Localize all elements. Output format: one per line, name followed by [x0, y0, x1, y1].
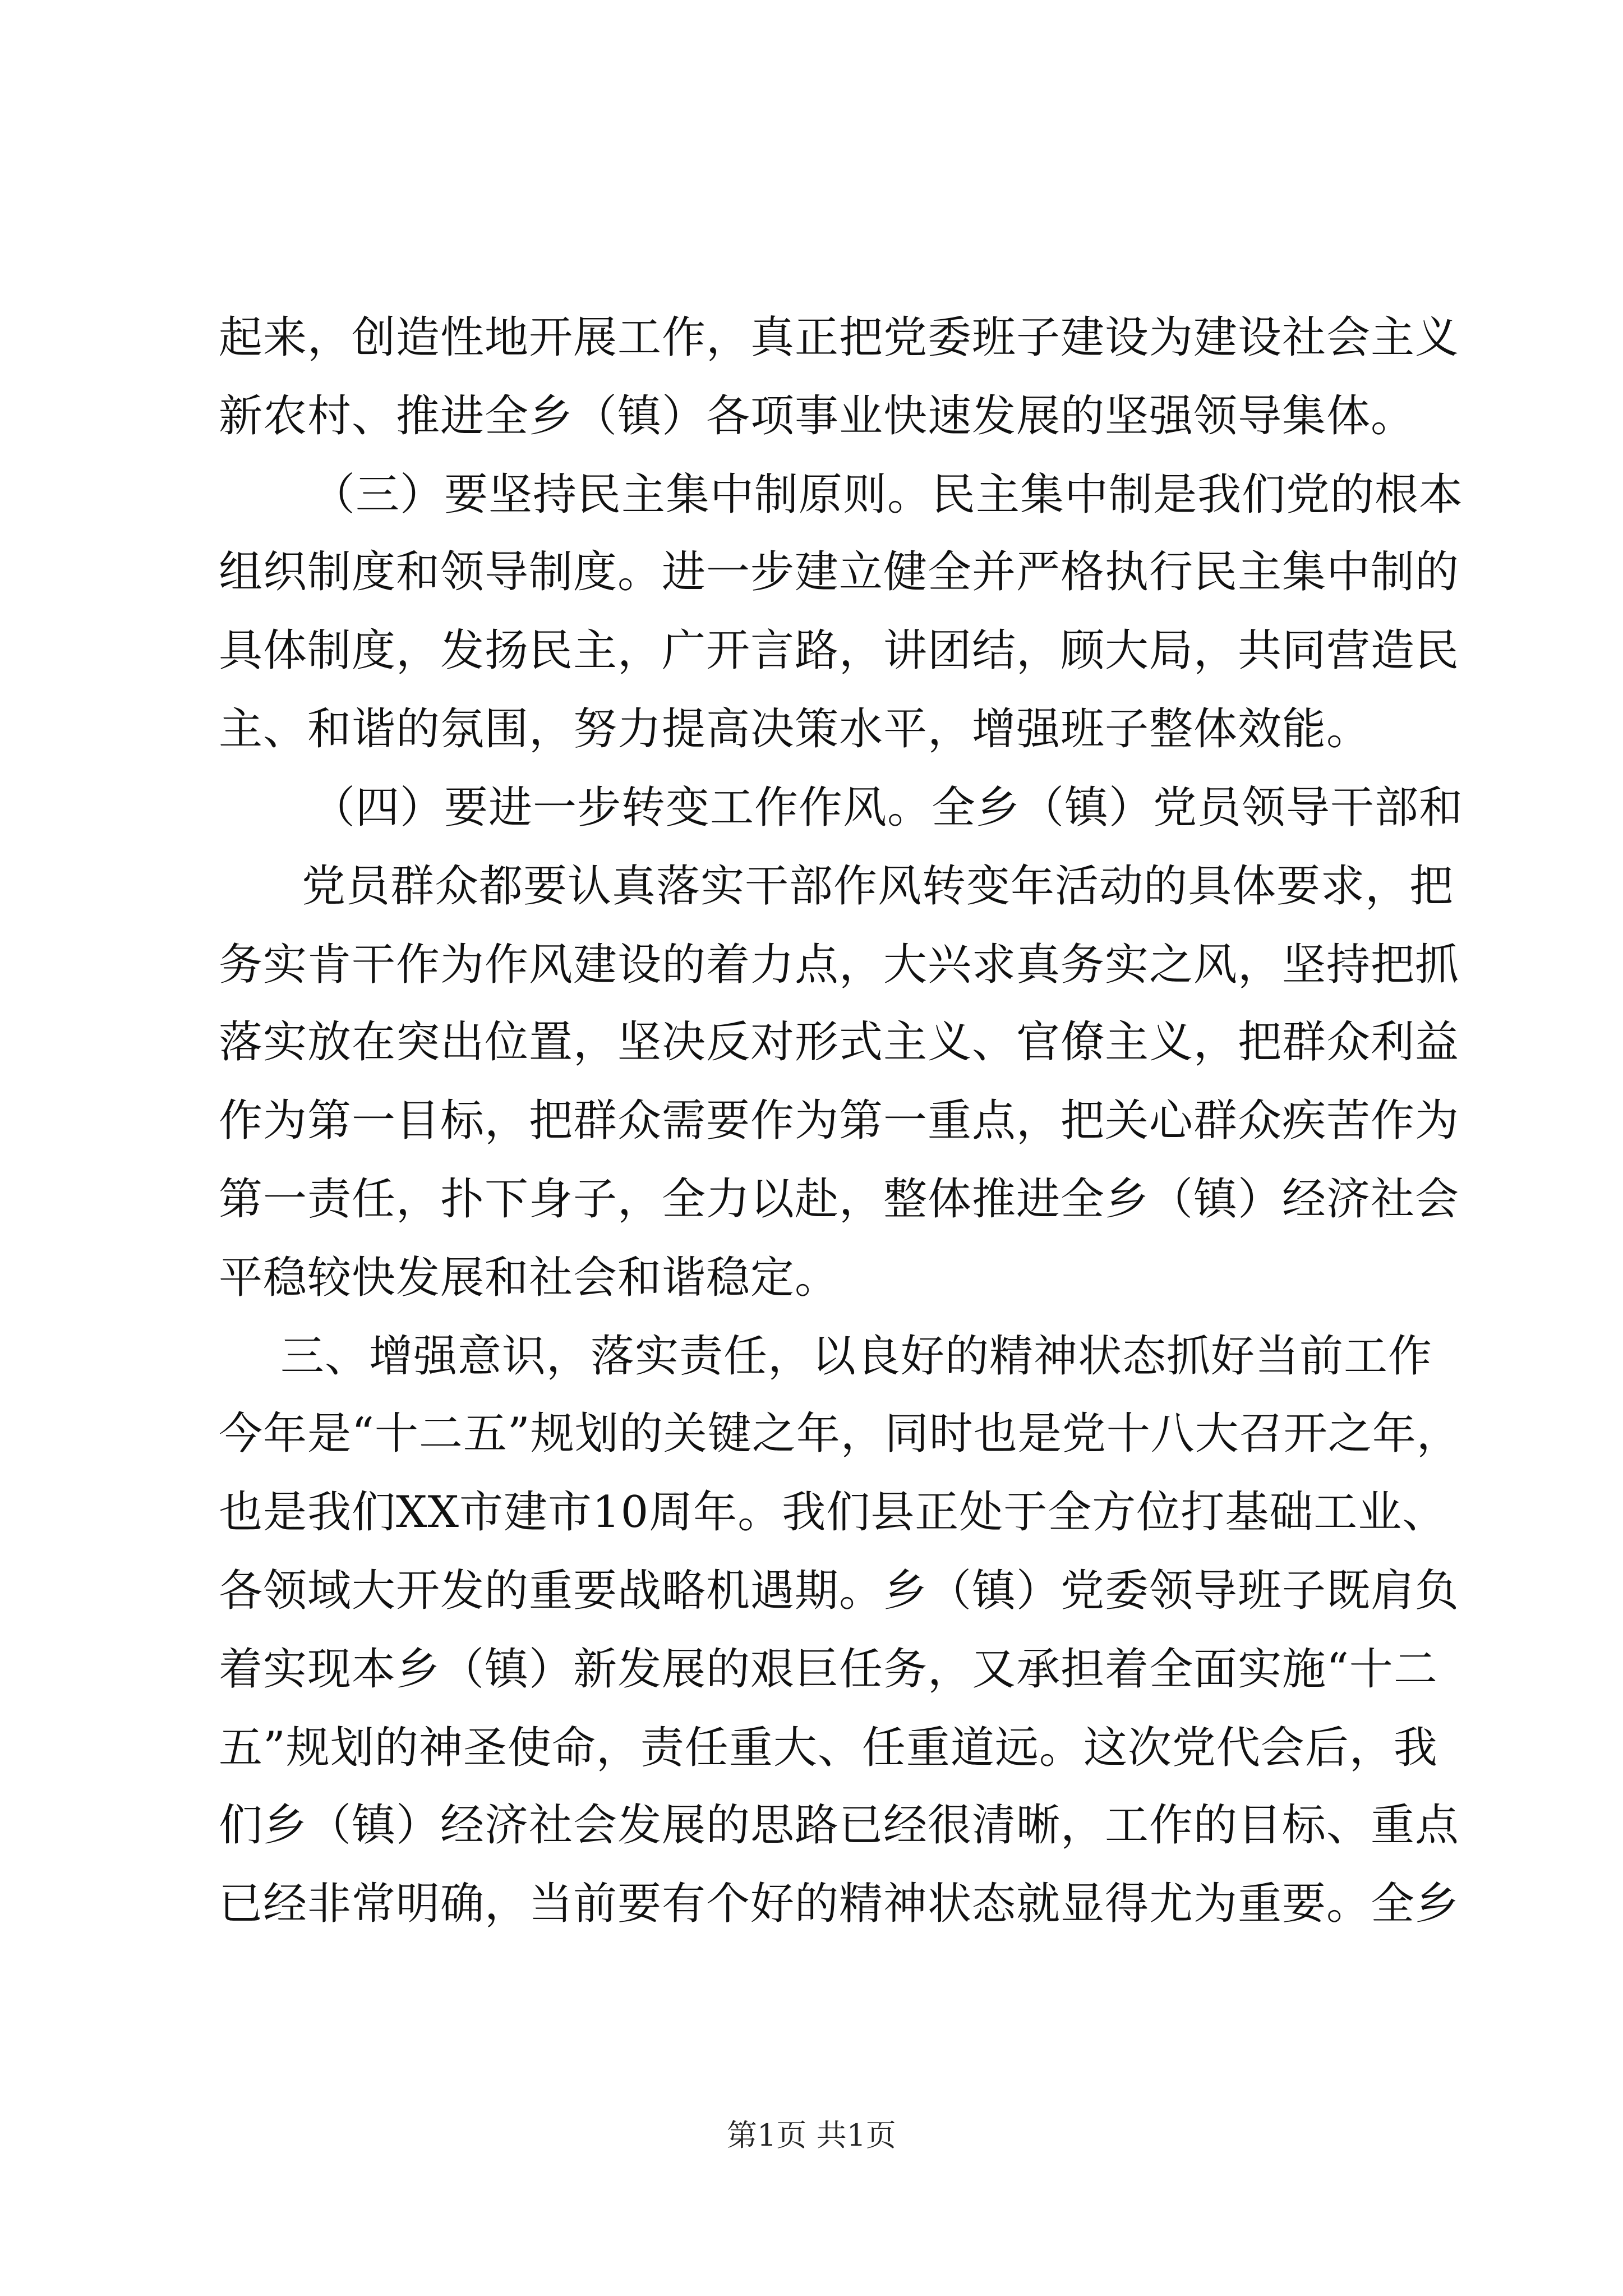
page-footer: 第1页 共1页 [727, 2118, 896, 2153]
body-text-line: 党员群众都要认真落实干部作风转变年活动的具体要求，把 [302, 861, 1454, 912]
body-text-line: 们乡（镇）经济社会发展的思路已经很清晰，工作的目标、重点 [219, 1800, 1460, 1851]
body-text-line: 具体制度，发扬民主，广开言路，讲团结，顾大局，共同营造民 [219, 625, 1460, 676]
body-text-line: 平稳较快发展和社会和谐稳定。 [219, 1253, 840, 1303]
body-text-line: 今年是“十二五”规划的关键之年，同时也是党十八大召开之年， [219, 1409, 1461, 1459]
body-text-line: 五”规划的神圣使命，责任重大、任重道远。这次党代会后，我 [219, 1723, 1438, 1773]
body-text-line: 新农村、推进全乡（镇）各项事业快速发展的坚强领导集体。 [219, 391, 1415, 441]
body-text-line: 第一责任，扑下身子，全力以赴，整体推进全乡（镇）经济社会 [219, 1174, 1460, 1225]
body-text-line: 也是我们XX市建市10周年。我们县正处于全方位打基础工业、 [219, 1487, 1447, 1538]
body-text-line: 已经非常明确，当前要有个好的精神状态就显得尤为重要。全乡 [219, 1879, 1460, 1929]
paragraph-heading-3: （三）要坚持民主集中制原则。民主集中制是我们党的根本 [311, 470, 1464, 520]
paragraph-heading-4: （四）要进一步转变工作作风。全乡（镇）党员领导干部和 [311, 783, 1464, 833]
body-text-line: 务实肯干作为作风建设的着力点，大兴求真务实之风，坚持把抓 [219, 940, 1460, 990]
section-heading-3: 三、增强意识，落实责任，以良好的精神状态抓好当前工作 [280, 1331, 1433, 1382]
body-text-line: 着实现本乡（镇）新发展的艰巨任务，又承担着全面实施“十二 [219, 1644, 1438, 1695]
body-text-line: 落实放在突出位置，坚决反对形式主义、官僚主义，把群众利益 [219, 1017, 1460, 1068]
body-text-line: 起来，创造性地开展工作，真正把党委班子建设为建设社会主义 [219, 312, 1460, 363]
body-text-line: 组织制度和领导制度。进一步建立健全并严格执行民主集中制的 [219, 547, 1460, 597]
body-text-line: 主、和谐的氛围，努力提高决策水平，增强班子整体效能。 [219, 704, 1371, 754]
body-text-line: 各领域大开发的重要战略机遇期。乡（镇）党委领导班子既肩负 [219, 1566, 1460, 1616]
body-text-line: 作为第一目标，把群众需要作为第一重点，把关心群众疾苦作为 [219, 1096, 1460, 1146]
